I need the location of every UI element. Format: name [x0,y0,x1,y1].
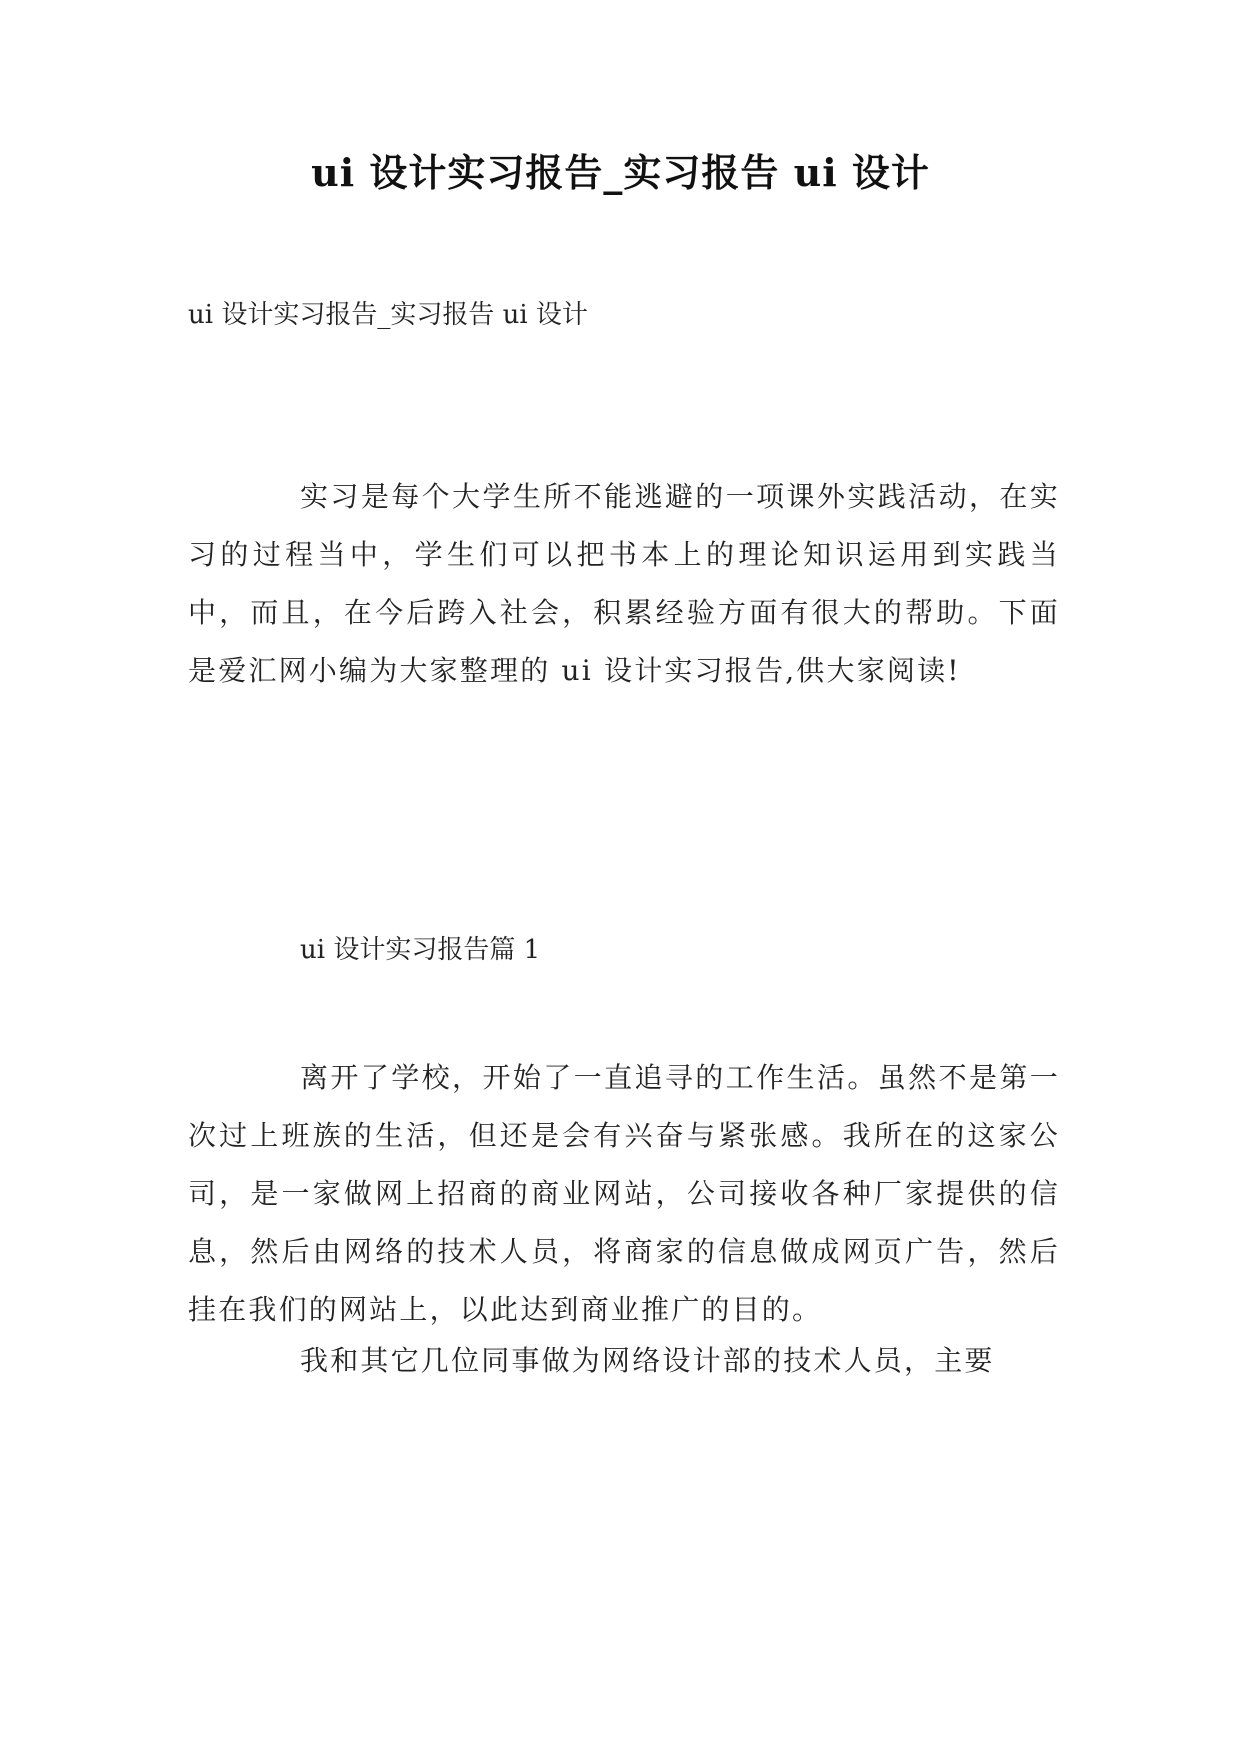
body-paragraph: 离开了学校，开始了一直追寻的工作生活。虽然不是第一次过上班族的生活，但还是会有兴奋与紧张感。我所在的这家公司，是一家做网上招商的商业网站，公司接收各种厂家提供的信息，然后由网络的技术人员，将商家的信息做成网页广告，然后挂在我们的网站上，以此达到商业推广的目的。 [188,1061,1060,1326]
document-subtitle: ui 设计实习报告_实习报告 ui 设计 [188,300,588,330]
document-title: ui 设计实习报告_实习报告 ui 设计 [311,150,930,195]
section-heading: ui 设计实习报告篇 1 [300,935,541,965]
intro-paragraph: 实习是每个大学生所不能逃避的一项课外实践活动，在实习的过程当中，学生们可以把书本上的理论知识运用到实践当中，而且，在今后跨入社会，积累经验方面有很大的帮助。下面是爱汇网小编为大家整理的 ui 设计实习报告,供大家阅读! [188,480,1060,687]
body-paragraph: 我和其它几位同事做为网络设计部的技术人员，主要 [300,1344,995,1377]
